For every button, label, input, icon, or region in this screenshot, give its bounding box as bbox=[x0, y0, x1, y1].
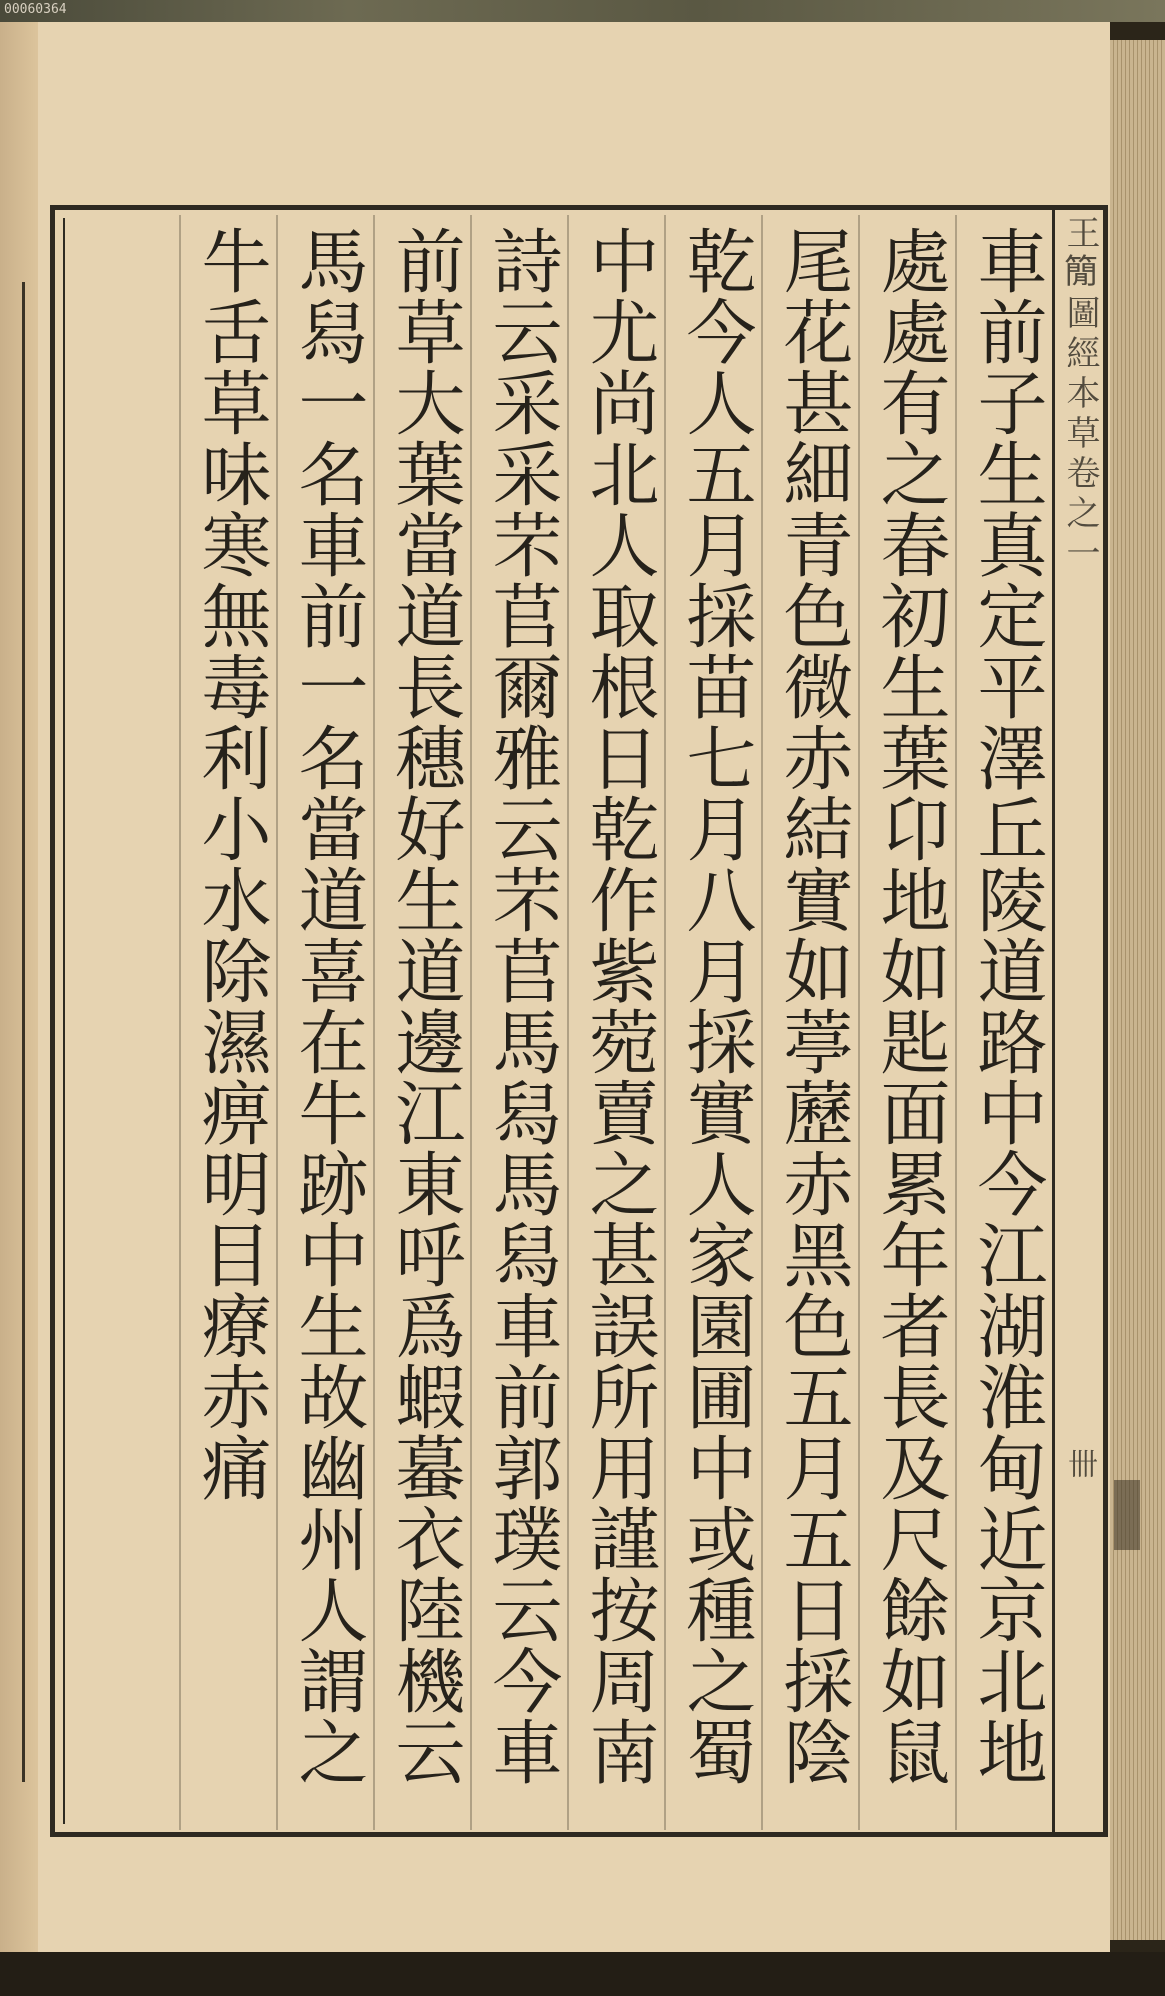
column-rule bbox=[470, 215, 472, 1830]
text-column-2: 處處有之春初生葉卬地如匙面累年者長及尺餘如鼠 bbox=[869, 225, 951, 1787]
leaf-edge-mark bbox=[1114, 1480, 1140, 1550]
facing-page-border-rule bbox=[22, 282, 25, 1782]
text-column-4: 乾今人五月採苗七月八月採實人家園圃中或種之蜀 bbox=[675, 225, 757, 1787]
column-rule bbox=[567, 215, 569, 1830]
text-column-3: 尾花甚細青色微赤結實如葶藶赤黑色五月五日採陰 bbox=[772, 225, 854, 1787]
center-fold-title: 王𥳑圖經本草卷之一 bbox=[1060, 215, 1100, 575]
scan-background bbox=[0, 1952, 1165, 1996]
column-rule bbox=[955, 215, 957, 1830]
page-leaf-edges bbox=[1110, 40, 1165, 1940]
column-rule bbox=[858, 215, 860, 1830]
text-column-1: 車前子生真定平澤丘陵道路中今江湖淮甸近京北地 bbox=[966, 225, 1048, 1787]
book-cover-edge bbox=[0, 0, 1165, 22]
text-column-5: 中尤尚北人取根日乾作紫菀賣之甚誤所用謹按周南 bbox=[578, 225, 660, 1787]
column-rule bbox=[664, 215, 666, 1830]
center-fold-page-number: 卌 bbox=[1062, 1448, 1097, 1478]
text-column-8: 馬舄一名車前一名當道喜在牛跡中生故幽州人謂之 bbox=[287, 225, 369, 1787]
facing-page-edge bbox=[0, 22, 40, 1952]
column-rule bbox=[761, 215, 763, 1830]
scan-id-label: 00060364 bbox=[4, 2, 67, 17]
center-fold-divider bbox=[1052, 205, 1055, 1837]
text-column-6: 詩云采采芣苢爾雅云芣苢馬舄馬舄車前郭璞云今車 bbox=[481, 225, 563, 1787]
column-rule bbox=[373, 215, 375, 1830]
column-rule bbox=[179, 215, 181, 1830]
text-column-9: 牛舌草味寒無毒利小水除濕痹明目療赤痛 bbox=[190, 225, 272, 1503]
text-column-7: 前草大葉當道長穗好生道邊江東呼爲蝦蟇衣陸機云 bbox=[384, 225, 466, 1787]
column-rule bbox=[276, 215, 278, 1830]
